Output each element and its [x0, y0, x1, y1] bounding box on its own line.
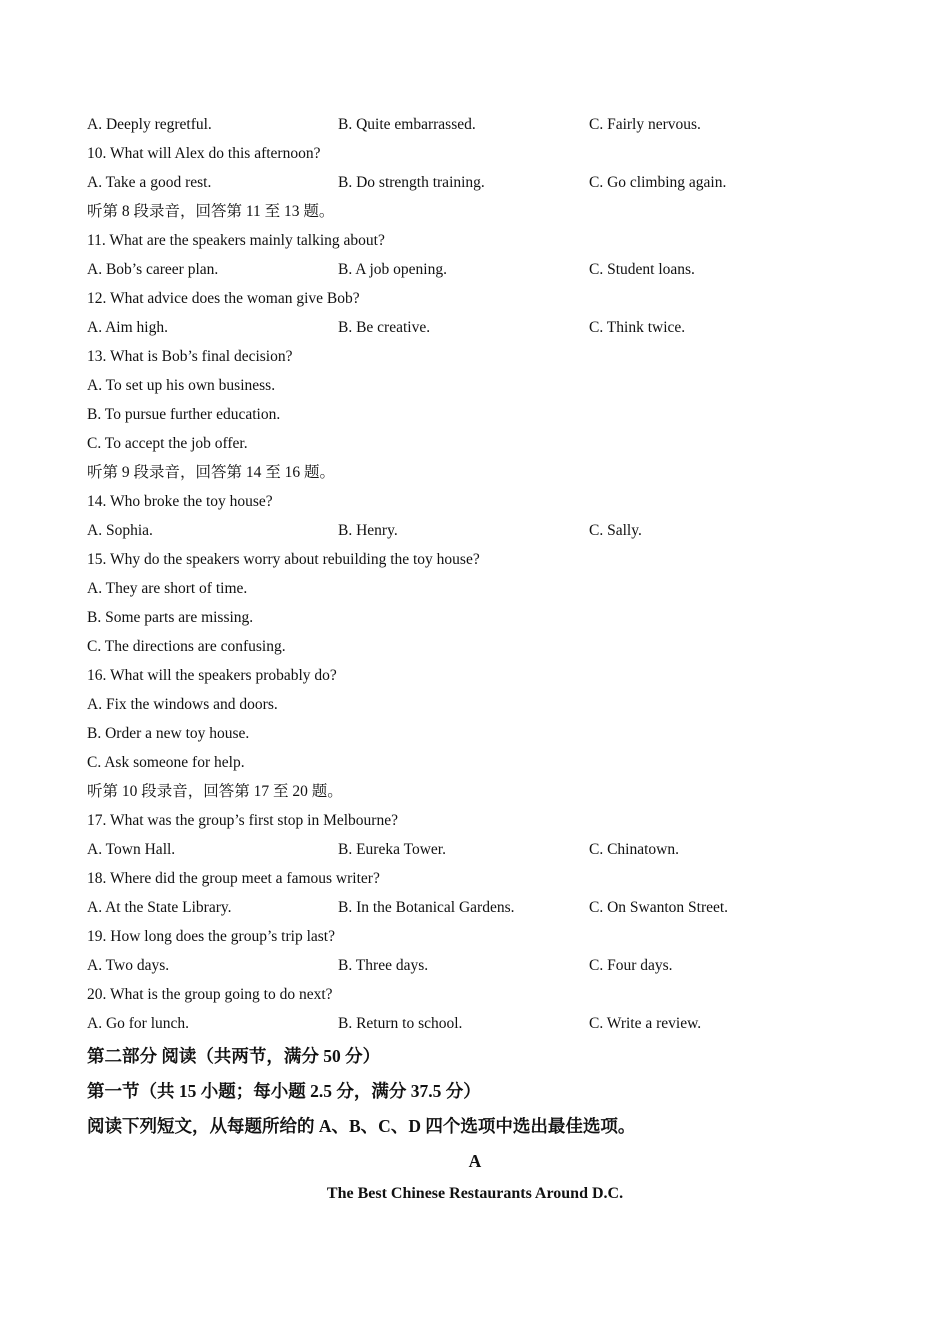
option-c: C. Chinatown.	[589, 841, 679, 858]
passage-title: The Best Chinese Restaurants Around D.C.	[326, 1185, 624, 1202]
subsection-heading: 第一节（共 15 小题；每小题 2.5 分，满分 37.5 分）	[87, 1081, 481, 1101]
option-row	[87, 953, 867, 982]
text-line: B. To pursue further education.	[87, 406, 281, 423]
text-line: A. They are short of time.	[87, 580, 248, 597]
document-page	[87, 112, 867, 1209]
option-b: B. Return to school.	[338, 1015, 463, 1032]
option-row	[87, 257, 867, 286]
option-a: A. Take a good rest.	[87, 174, 212, 191]
option-b: B. Quite embarrassed.	[338, 116, 476, 133]
text-line: 13. What is Bob’s final decision?	[87, 348, 293, 365]
option-a: A. Two days.	[87, 957, 170, 974]
text-line: C. Ask someone for help.	[87, 754, 245, 771]
option-row	[87, 518, 867, 547]
text-line: 17. What was the group’s first stop in Melbourne?	[87, 812, 398, 829]
text-line: 听第 9 段录音，回答第 14 至 16 题。	[87, 464, 336, 481]
question-list	[87, 112, 867, 1040]
option-b: B. In the Botanical Gardens.	[338, 899, 515, 916]
text-line: 18. Where did the group meet a famous writer?	[87, 870, 380, 887]
option-b: B. Henry.	[338, 522, 398, 539]
reading-instructions: 阅读下列短文，从每题所给的 A、B、C、D 四个选项中选出最佳选项。	[87, 1116, 636, 1136]
option-a: A. Town Hall.	[87, 841, 176, 858]
text-line: B. Some parts are missing.	[87, 609, 254, 626]
text-line: A. Fix the windows and doors.	[87, 696, 278, 713]
option-b: B. Be creative.	[338, 319, 431, 336]
text-line: 19. How long does the group’s trip last?	[87, 928, 335, 945]
option-row	[87, 837, 867, 866]
text-line: 听第 10 段录音，回答第 17 至 20 题。	[87, 783, 343, 800]
option-row	[87, 170, 867, 199]
text-line: 10. What will Alex do this afternoon?	[87, 145, 321, 162]
text-line: 11. What are the speakers mainly talking about?	[87, 232, 385, 249]
option-b: B. Eureka Tower.	[338, 841, 446, 858]
option-b: B. Do strength training.	[338, 174, 485, 191]
passage-letter: A	[468, 1151, 482, 1171]
option-a: A. Go for lunch.	[87, 1015, 190, 1032]
text-line: 16. What will the speakers probably do?	[87, 667, 337, 684]
text-line: 15. Why do the speakers worry about rebuilding the toy house?	[87, 551, 480, 568]
text-line: B. Order a new toy house.	[87, 725, 250, 742]
option-row	[87, 1011, 867, 1040]
section-heading: 第二部分 阅读（共两节，满分 50 分）	[87, 1046, 381, 1066]
option-c: C. Sally.	[589, 522, 642, 539]
option-a: A. Sophia.	[87, 522, 153, 539]
option-c: C. Go climbing again.	[589, 174, 727, 191]
option-c: C. Four days.	[589, 957, 673, 974]
option-row	[87, 315, 867, 344]
option-c: C. Think twice.	[589, 319, 686, 336]
option-c: C. Write a review.	[589, 1015, 702, 1032]
option-b: B. Three days.	[338, 957, 429, 974]
text-line: A. To set up his own business.	[87, 377, 276, 394]
option-a: A. Deeply regretful.	[87, 116, 212, 133]
option-a: A. At the State Library.	[87, 899, 232, 916]
text-line: C. The directions are confusing.	[87, 638, 286, 655]
text-line: 14. Who broke the toy house?	[87, 493, 273, 510]
option-a: A. Aim high.	[87, 319, 168, 336]
text-line: 12. What advice does the woman give Bob?	[87, 290, 360, 307]
option-row	[87, 895, 867, 924]
text-line: C. To accept the job offer.	[87, 435, 248, 452]
option-a: A. Bob’s career plan.	[87, 261, 219, 278]
text-line: 20. What is the group going to do next?	[87, 986, 333, 1003]
option-c: C. Fairly nervous.	[589, 116, 701, 133]
option-c: C. On Swanton Street.	[589, 899, 729, 916]
option-b: B. A job opening.	[338, 261, 447, 278]
option-c: C. Student loans.	[589, 261, 695, 278]
text-line: 听第 8 段录音，回答第 11 至 13 题。	[87, 203, 335, 220]
option-row	[87, 112, 867, 141]
